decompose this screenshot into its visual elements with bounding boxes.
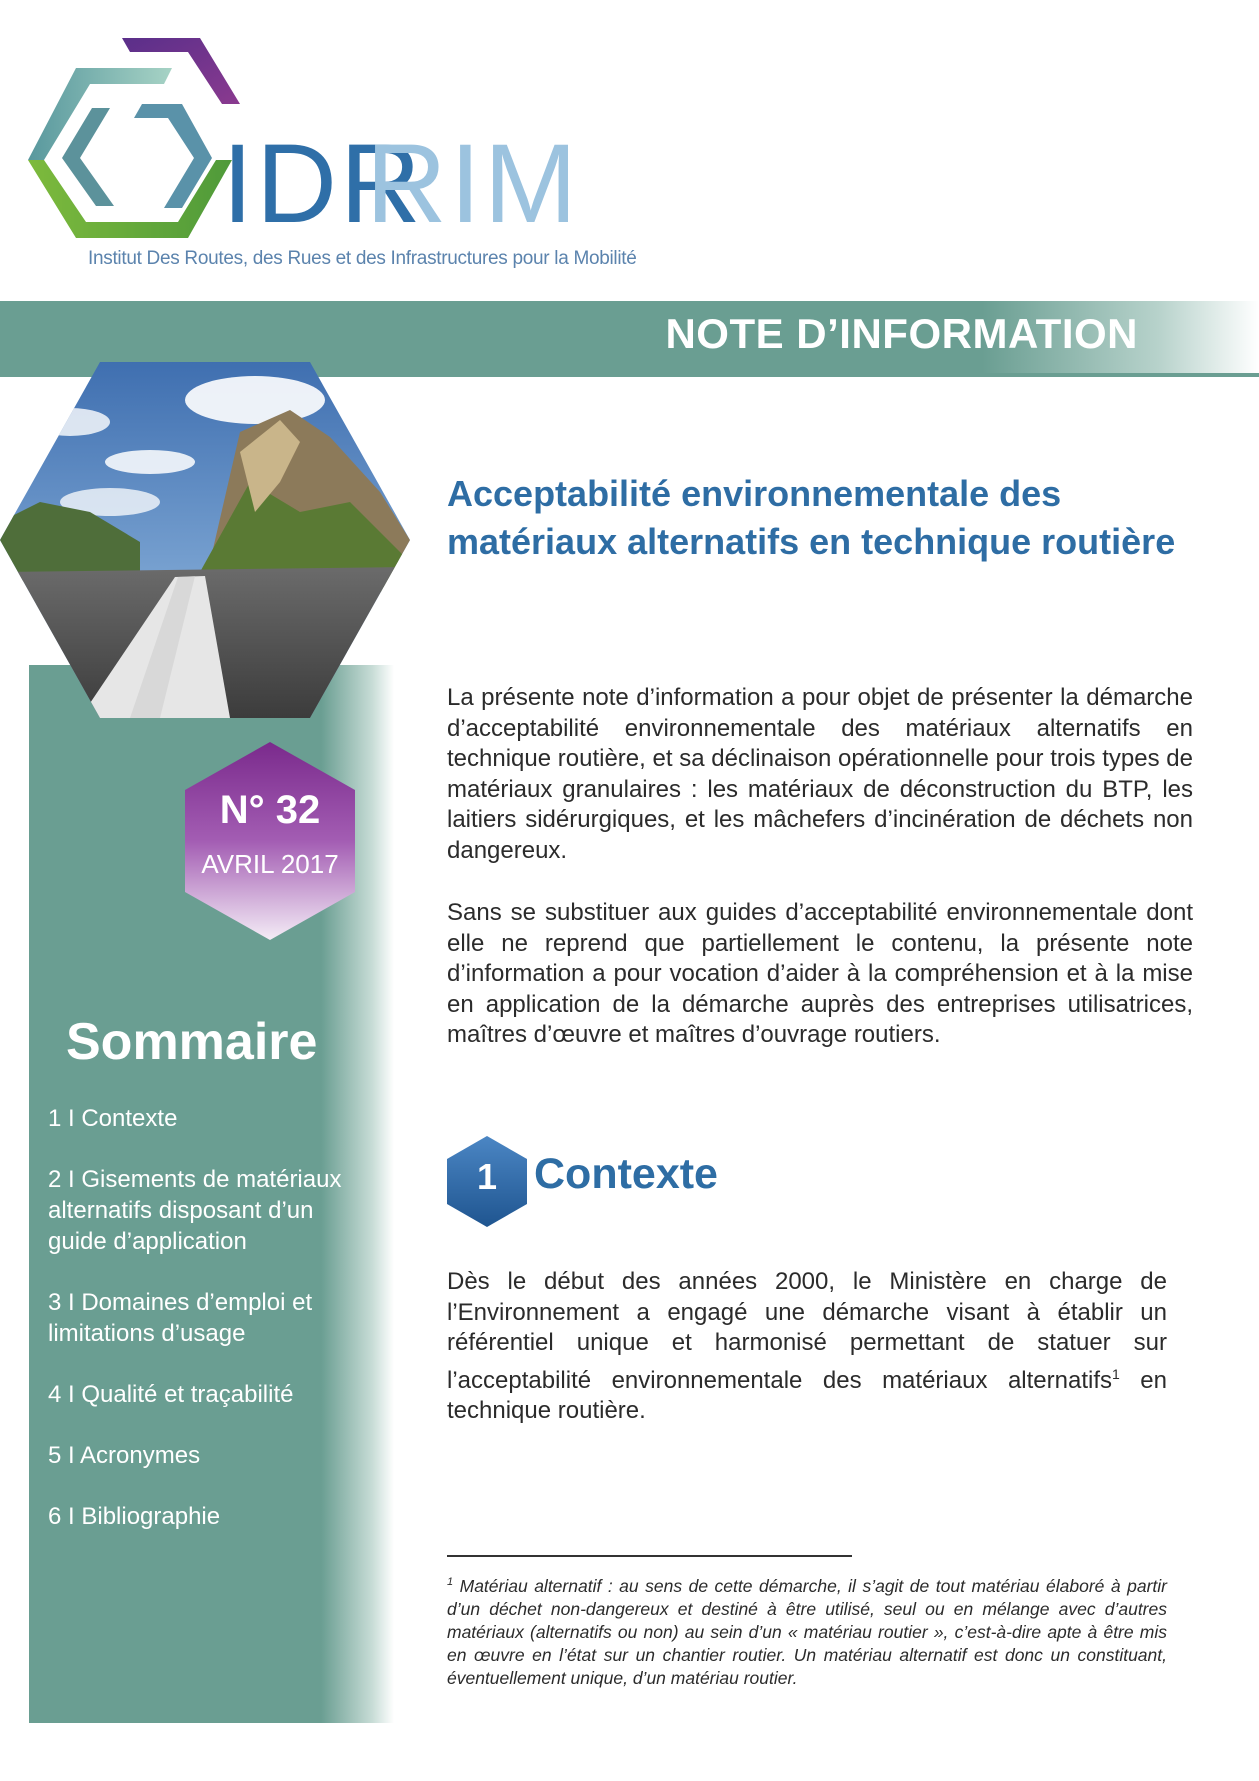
header-band-title: NOTE D’INFORMATION <box>665 310 1138 357</box>
sommaire-title: Sommaire <box>66 1013 318 1071</box>
issue-date: AVRIL 2017 <box>201 849 339 879</box>
logo-letters-overlay: RIM <box>365 121 581 246</box>
sommaire-item-acronymes: 5 I Acronymes <box>48 1442 201 1469</box>
section-1-number: 1 <box>476 1156 498 1197</box>
sommaire-item-contexte: 1 I Contexte <box>48 1105 178 1132</box>
footnote-marker: 1 <box>447 1576 454 1588</box>
section-1-title: Contexte <box>534 1150 718 1198</box>
sommaire-item-domaines: 3 I Domaines d’emploi et limitations d’usage <box>48 1289 313 1347</box>
sommaire-item-qualite: 4 I Qualité et traçabilité <box>48 1381 294 1408</box>
footnote-reference: 1 <box>1112 1365 1120 1382</box>
footnote <box>447 1571 1167 1690</box>
issue-number: N° 32 <box>219 788 321 832</box>
footnote-text: Matériau alternatif : au sens de cette démarche, il s’agit de tout matériau élaboré à partir d’un déchet non-dangereux et destiné à être utilisé, seul ou en mélange avec d’autres matériaux (alternatifs ou non) au sein d’un « matériau routier », c’est-à-dire apte à être mis en œuvre en l’état sur un chantier routier. Un matériau alternatif est donc un constituant, éventuellement unique, d’un matériau routier. <box>447 1575 1167 1688</box>
logo-letters-main: IDR <box>222 121 424 246</box>
logo-tagline: Institut Des Routes, des Rues et des Infrastructures pour la Mobilité <box>88 248 637 269</box>
section-1-body-text: Dès le début des années 2000, le Ministère en charge de l’Environnement a engagé une démarche visant à établir un référentiel unique et harmonisé permettant de statuer sur l’acceptabilité environnementale des matériaux alternatifs <box>447 1268 1167 1394</box>
intro-paragraph-1: La présente note d’information a pour objet de présenter la démarche d’acceptabilité environnementale des matériaux alternatifs en technique routière, et sa déclinaison opérationnelle pour trois types de matériaux granulaires : les matériaux de déconstruction du BTP, les laitiers sidérurgiques, et les mâchefers d’incinération de déchets non dangereux. <box>447 684 1193 864</box>
intro-paragraph-2: Sans se substituer aux guides d’acceptabilité environnementale dont elle ne reprend que partiellement le contenu, la présente note d’information a pour vocation d’aider à la compréhension et à la mise en application de la démarche auprès des entreprises utilisatrices, maîtres d’œuvre et maîtres d’ouvrage routiers. <box>447 899 1193 1048</box>
logo-wordmark <box>222 121 581 246</box>
sommaire-item-gisements: 2 I Gisements de matériaux alternatifs disposant d’un guide d’application <box>48 1166 342 1255</box>
issue-badge-hexagon-icon <box>185 742 355 940</box>
road-landscape-photo <box>0 362 410 718</box>
document-title: Acceptabilité environnementale des matériaux alternatifs en technique routière <box>447 473 1176 562</box>
sommaire-item-bibliographie: 6 I Bibliographie <box>48 1503 221 1530</box>
section-1-body-end: en technique routière. <box>447 1366 1167 1424</box>
idrrim-logo-icon <box>22 38 252 238</box>
footnote-divider <box>447 1555 852 1557</box>
section-1-body <box>447 1267 1167 1427</box>
sommaire-list <box>48 1103 378 1532</box>
